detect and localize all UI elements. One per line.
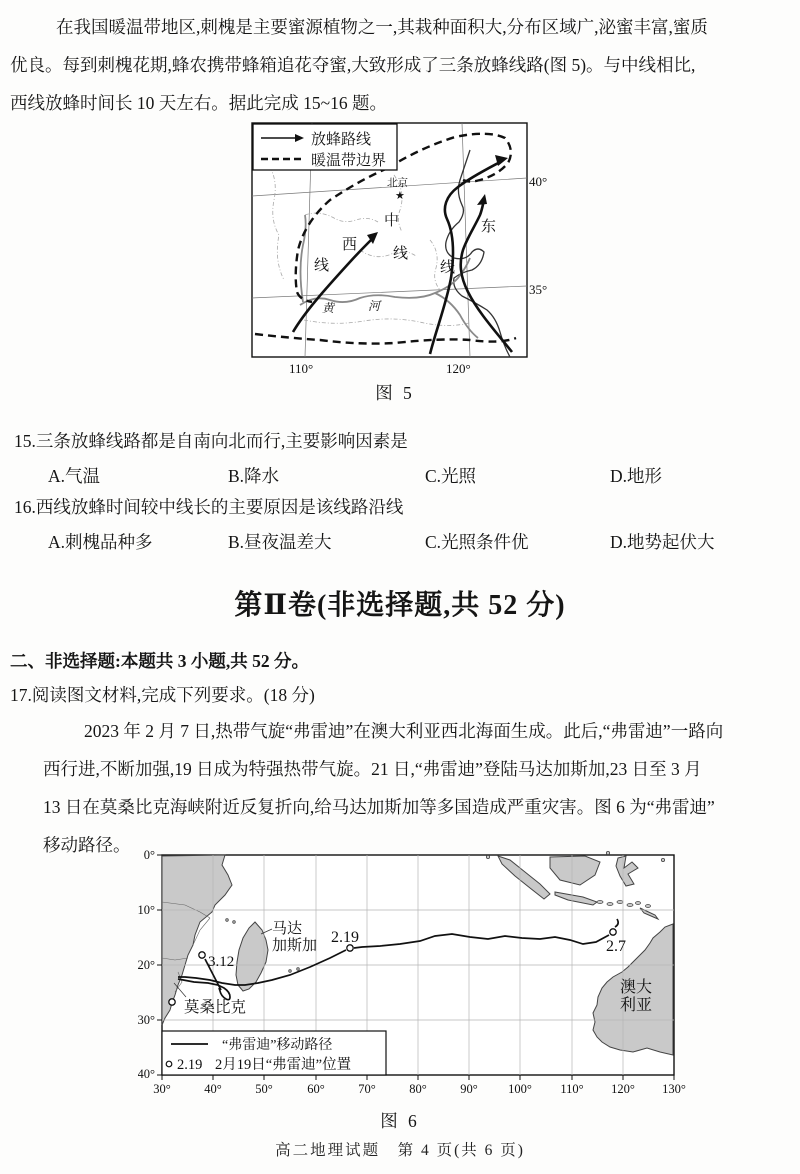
paragraph-line: 2023 年 2 月 7 日,热带气旋“弗雷迪”在澳大利亚西北海面生成。此后,“弗雷迪”一路向 bbox=[84, 721, 724, 741]
yellow-river-label: 河 bbox=[368, 299, 381, 313]
x-tick-label: 30° bbox=[153, 1082, 171, 1096]
east-route-label: 线 bbox=[440, 260, 456, 276]
yellow-river-label: 黄 bbox=[322, 301, 335, 315]
beijing-star-icon: ★ bbox=[395, 190, 405, 202]
lon-120-label: 120° bbox=[446, 361, 471, 376]
west-route-label: 西 bbox=[342, 237, 358, 253]
coastal-position-marker bbox=[169, 999, 175, 1005]
x-tick-label: 100° bbox=[508, 1082, 532, 1096]
figure6-caption: 图 6 bbox=[380, 1111, 420, 1131]
legend-marker-num: 2.19 bbox=[177, 1057, 203, 1073]
x-tick-label: 120° bbox=[611, 1082, 635, 1096]
x-tick-label: 80° bbox=[409, 1082, 427, 1096]
x-tick-label: 50° bbox=[255, 1082, 273, 1096]
q15-option-d: D.地形 bbox=[610, 466, 663, 486]
paragraph-line: 优良。每到刺槐花期,蜂农携带蜂箱追花夺蜜,大致形成了三条放蜂线路(图 5)。与中线相比, bbox=[10, 55, 696, 75]
position-feb19-label: 2.19 bbox=[331, 929, 359, 946]
paragraph-line: 在我国暖温带地区,刺槐是主要蜜源植物之一,其栽种面积大,分布区域广,泌蜜丰富,蜜质 bbox=[56, 17, 708, 37]
paragraph-line: 移动路径。 bbox=[43, 835, 131, 855]
legend-marker-label: 2月19日“弗雷迪”位置 bbox=[215, 1057, 352, 1073]
page-footer: 高二地理试题 第 4 页(共 6 页) bbox=[275, 1142, 525, 1159]
y-tick-label: 30° bbox=[138, 1013, 155, 1027]
figure5-map bbox=[244, 120, 556, 378]
middle-route-label: 线 bbox=[393, 246, 409, 262]
east-route-label: 东 bbox=[481, 219, 497, 235]
q15-option-a: A.气温 bbox=[48, 466, 101, 486]
position-feb7-label: 2.7 bbox=[606, 938, 626, 955]
figure5-caption: 图 5 bbox=[375, 383, 415, 403]
y-tick-label: 0° bbox=[143, 848, 155, 862]
part2-title: 第Ⅱ卷(非选择题,共 52 分) bbox=[234, 590, 566, 621]
west-route-label: 线 bbox=[314, 258, 330, 274]
q15-option-c: C.光照 bbox=[425, 466, 477, 486]
x-tick-label: 70° bbox=[358, 1082, 376, 1096]
part2-subtitle: 二、非选择题:本题共 3 小题,共 52 分。 bbox=[10, 651, 309, 671]
beijing-label: 北京 bbox=[387, 178, 408, 189]
paragraph-line: 13 日在莫桑比克海峡附近反复折向,给马达加斯加等多国造成严重灾害。图 6 为“弗雷迪” bbox=[43, 797, 715, 817]
australia-label: 利亚 bbox=[619, 997, 653, 1014]
paragraph-line: 西线放蜂时间长 10 天左右。据此完成 15~16 题。 bbox=[10, 93, 387, 113]
legend-route-label: 放蜂路线 bbox=[311, 132, 372, 148]
y-tick-label: 40° bbox=[138, 1067, 155, 1081]
middle-route-label: 中 bbox=[384, 213, 400, 229]
x-tick-label: 40° bbox=[204, 1082, 222, 1096]
mozambique-label: 莫桑比克 bbox=[184, 999, 247, 1016]
question-15-stem: 15.三条放蜂线路都是自南向北而行,主要影响因素是 bbox=[14, 431, 408, 451]
australia-label: 澳大 bbox=[619, 979, 653, 996]
position-feb7-marker bbox=[610, 929, 616, 935]
position-mar12-marker bbox=[199, 952, 205, 958]
q16-option-a: A.刺槐品种多 bbox=[48, 532, 153, 552]
x-tick-label: 60° bbox=[307, 1082, 325, 1096]
lat-40-label: 40° bbox=[529, 174, 548, 189]
q16-option-c: C.光照条件优 bbox=[425, 532, 529, 552]
q15-option-b: B.降水 bbox=[228, 466, 280, 486]
position-mar12-label: 3.12 bbox=[208, 954, 235, 970]
y-tick-label: 10° bbox=[138, 903, 155, 917]
x-tick-label: 110° bbox=[560, 1082, 584, 1096]
intro-paragraph bbox=[10, 8, 794, 122]
q17-material bbox=[43, 712, 790, 864]
legend-track-label: “弗雷迪”移动路径 bbox=[222, 1038, 333, 1053]
legend-marker-icon bbox=[166, 1061, 172, 1067]
q16-option-d: D.地势起伏大 bbox=[610, 532, 715, 552]
lon-110-label: 110° bbox=[289, 361, 314, 376]
madagascar-label: 加斯加 bbox=[272, 938, 318, 954]
paragraph-line: 西行进,不断加强,19 日成为特强热带气旋。21 日,“弗雷迪”登陆马达加斯加,23 日至 3 月 bbox=[43, 759, 702, 779]
question-17-stem: 17.阅读图文材料,完成下列要求。(18 分) bbox=[10, 685, 315, 705]
legend-boundary-label: 暖温带边界 bbox=[311, 153, 387, 169]
figure6-map bbox=[138, 845, 698, 1101]
q16-option-b: B.昼夜温差大 bbox=[228, 532, 332, 552]
lat-35-label: 35° bbox=[529, 282, 548, 297]
x-tick-label: 90° bbox=[460, 1082, 478, 1096]
question-16-stem: 16.西线放蜂时间较中线长的主要原因是该线路沿线 bbox=[14, 497, 404, 517]
x-tick-label: 130° bbox=[662, 1082, 686, 1096]
y-tick-label: 20° bbox=[138, 958, 155, 972]
madagascar-label: 马达 bbox=[272, 921, 303, 937]
